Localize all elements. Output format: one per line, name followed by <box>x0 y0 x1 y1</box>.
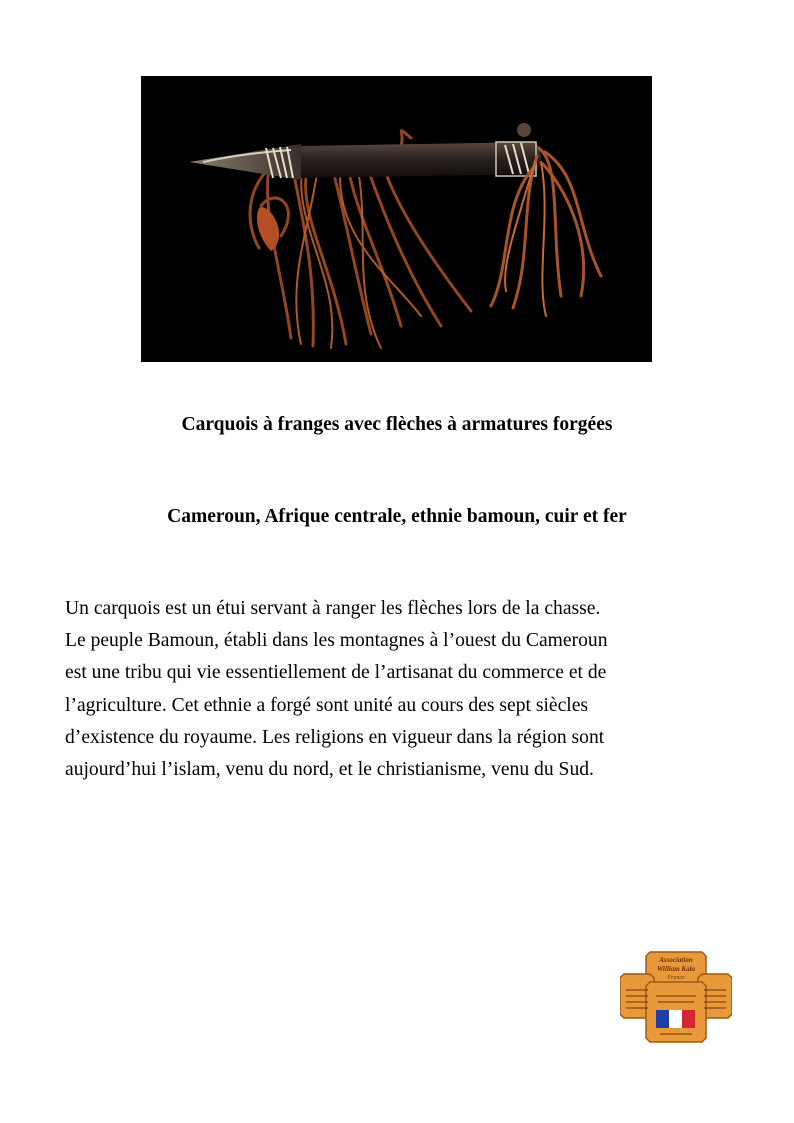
logo-line-1: Association <box>659 956 693 964</box>
association-seal <box>620 946 732 1046</box>
paragraph-line: est une tribu qui vie essentiellement de l’artisanat du commerce et de <box>65 662 607 684</box>
paragraph-line: aujourd’hui l’islam, venu du nord, et le christianisme, venu du Sud. <box>65 759 594 781</box>
french-flag-icon <box>656 1010 695 1028</box>
document-title: Carquois à franges avec flèches à armatures forgées <box>181 414 613 435</box>
quiver-illustration <box>141 76 652 362</box>
quiver-photo <box>141 76 652 362</box>
paragraph-line: Le peuple Bamoun, établi dans les montagnes à l’ouest du Cameroun <box>65 630 608 652</box>
logo-line-3: France <box>667 975 685 981</box>
paragraph-line: d’existence du royaume. Les religions en vigueur dans la région sont <box>65 726 605 748</box>
paragraph-line: Un carquois est un étui servant à ranger les flèches lors de la chasse. <box>65 598 601 619</box>
document-subtitle: Cameroun, Afrique centrale, ethnie bamoun, cuir et fer <box>167 506 627 527</box>
association-logo <box>620 946 732 1046</box>
logo-line-2: William Kala <box>656 965 696 973</box>
description-paragraph <box>65 593 745 786</box>
paragraph-line: l’agriculture. Cet ethnie a forgé sont unité au cours des sept siècles <box>65 694 589 716</box>
